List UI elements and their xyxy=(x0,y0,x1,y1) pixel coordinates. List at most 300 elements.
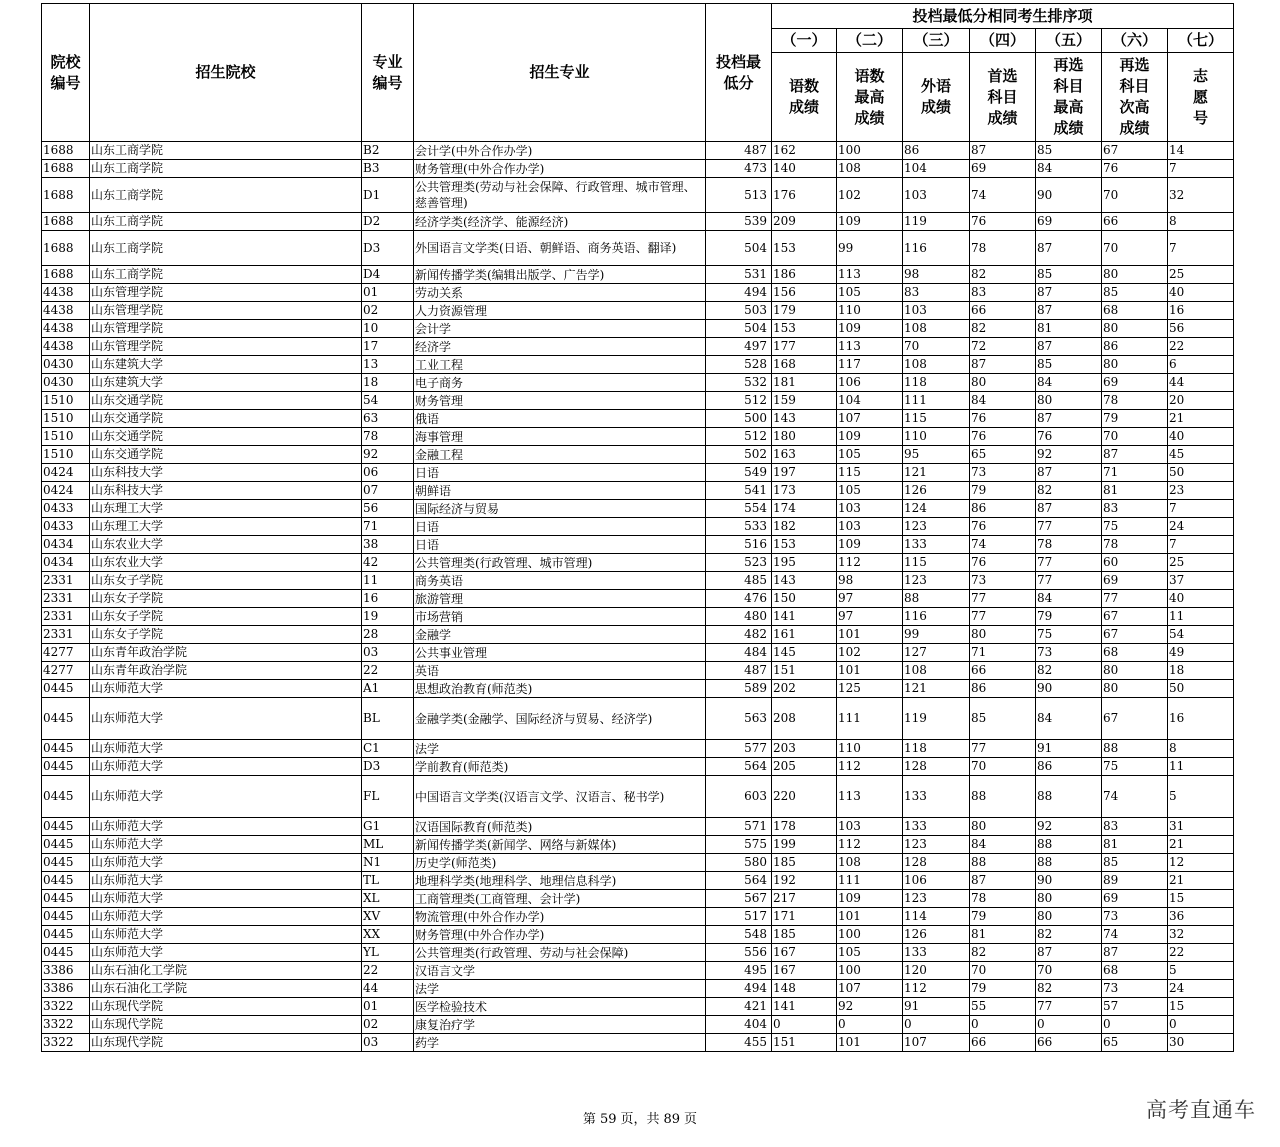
cell-reselect-max-score: 87 xyxy=(1036,231,1102,266)
cell-preference-number: 5 xyxy=(1168,962,1234,980)
cell-school-name: 山东师范大学 xyxy=(90,836,362,854)
cell-major-name: 公共管理类(行政管理、城市管理) xyxy=(414,554,706,572)
cell-chinese-math-score: 186 xyxy=(772,266,837,284)
cell-preference-number: 30 xyxy=(1168,1034,1234,1052)
cell-foreign-language-score: 120 xyxy=(903,962,970,980)
cell-foreign-language-score: 123 xyxy=(903,836,970,854)
cell-school-code: 4438 xyxy=(42,302,90,320)
cell-school-name: 山东师范大学 xyxy=(90,926,362,944)
cell-preference-number: 50 xyxy=(1168,680,1234,698)
cell-chinese-math-max-score: 103 xyxy=(837,518,903,536)
cell-foreign-language-score: 118 xyxy=(903,374,970,392)
cell-chinese-math-score: 0 xyxy=(772,1016,837,1034)
tiebreak-item: 语数 最高 成绩 xyxy=(837,53,903,142)
cell-reselect-max-score: 84 xyxy=(1036,374,1102,392)
tiebreak-item: 语数 成绩 xyxy=(772,53,837,142)
cell-min-score: 580 xyxy=(706,854,772,872)
cell-school-code: 1510 xyxy=(42,446,90,464)
cell-reselect-second-score: 85 xyxy=(1102,854,1168,872)
cell-major-code: B3 xyxy=(362,160,414,178)
cell-chinese-math-max-score: 101 xyxy=(837,662,903,680)
table-row xyxy=(42,1034,1234,1052)
cell-major-code: 71 xyxy=(362,518,414,536)
cell-school-code: 1688 xyxy=(42,142,90,160)
cell-reselect-second-score: 81 xyxy=(1102,482,1168,500)
cell-first-subject-score: 78 xyxy=(970,231,1036,266)
watermark-brand: 高考直通车 xyxy=(1146,1098,1256,1122)
cell-school-code: 3322 xyxy=(42,1034,90,1052)
cell-school-name: 山东师范大学 xyxy=(90,758,362,776)
cell-reselect-second-score: 89 xyxy=(1102,872,1168,890)
table-row xyxy=(42,338,1234,356)
cell-reselect-second-score: 85 xyxy=(1102,284,1168,302)
cell-major-name: 经济学 xyxy=(414,338,706,356)
cell-foreign-language-score: 112 xyxy=(903,980,970,998)
cell-major-name: 财务管理 xyxy=(414,392,706,410)
cell-chinese-math-score: 141 xyxy=(772,608,837,626)
cell-min-score: 473 xyxy=(706,160,772,178)
cell-chinese-math-score: 203 xyxy=(772,740,837,758)
cell-major-name: 外国语言文学类(日语、朝鲜语、商务英语、翻译) xyxy=(414,231,706,266)
cell-reselect-second-score: 80 xyxy=(1102,356,1168,374)
cell-major-code: ML xyxy=(362,836,414,854)
cell-foreign-language-score: 128 xyxy=(903,758,970,776)
cell-chinese-math-max-score: 101 xyxy=(837,626,903,644)
cell-major-name: 汉语国际教育(师范类) xyxy=(414,818,706,836)
cell-foreign-language-score: 119 xyxy=(903,213,970,231)
cell-major-name: 地理科学类(地理科学、地理信息科学) xyxy=(414,872,706,890)
cell-reselect-max-score: 76 xyxy=(1036,428,1102,446)
cell-preference-number: 8 xyxy=(1168,213,1234,231)
cell-foreign-language-score: 126 xyxy=(903,482,970,500)
cell-foreign-language-score: 128 xyxy=(903,854,970,872)
cell-chinese-math-score: 153 xyxy=(772,320,837,338)
cell-chinese-math-score: 145 xyxy=(772,644,837,662)
tiebreak-number: （七） xyxy=(1168,29,1234,53)
cell-school-code: 0445 xyxy=(42,758,90,776)
table-row xyxy=(42,926,1234,944)
cell-reselect-second-score: 65 xyxy=(1102,1034,1168,1052)
cell-foreign-language-score: 98 xyxy=(903,266,970,284)
cell-chinese-math-score: 148 xyxy=(772,980,837,998)
table-row xyxy=(42,836,1234,854)
page-footer xyxy=(0,1108,1280,1127)
cell-chinese-math-score: 199 xyxy=(772,836,837,854)
cell-foreign-language-score: 123 xyxy=(903,518,970,536)
cell-reselect-second-score: 78 xyxy=(1102,392,1168,410)
cell-min-score: 504 xyxy=(706,320,772,338)
cell-school-name: 山东师范大学 xyxy=(90,854,362,872)
cell-reselect-second-score: 70 xyxy=(1102,231,1168,266)
cell-reselect-second-score: 76 xyxy=(1102,160,1168,178)
cell-min-score: 603 xyxy=(706,776,772,818)
cell-major-code: 42 xyxy=(362,554,414,572)
cell-first-subject-score: 76 xyxy=(970,213,1036,231)
cell-preference-number: 32 xyxy=(1168,178,1234,213)
cell-reselect-max-score: 87 xyxy=(1036,410,1102,428)
cell-chinese-math-score: 205 xyxy=(772,758,837,776)
cell-first-subject-score: 77 xyxy=(970,608,1036,626)
cell-chinese-math-score: 163 xyxy=(772,446,837,464)
cell-reselect-second-score: 78 xyxy=(1102,536,1168,554)
cell-major-name: 物流管理(中外合作办学) xyxy=(414,908,706,926)
cell-major-name: 电子商务 xyxy=(414,374,706,392)
table-row xyxy=(42,500,1234,518)
cell-preference-number: 11 xyxy=(1168,758,1234,776)
cell-major-name: 金融工程 xyxy=(414,446,706,464)
cell-first-subject-score: 76 xyxy=(970,428,1036,446)
table-row xyxy=(42,776,1234,818)
cell-foreign-language-score: 86 xyxy=(903,142,970,160)
cell-chinese-math-max-score: 110 xyxy=(837,302,903,320)
cell-school-code: 0445 xyxy=(42,818,90,836)
cell-preference-number: 24 xyxy=(1168,518,1234,536)
cell-major-name: 工商管理类(工商管理、会计学) xyxy=(414,890,706,908)
cell-reselect-second-score: 73 xyxy=(1102,980,1168,998)
cell-school-name: 山东科技大学 xyxy=(90,482,362,500)
cell-preference-number: 0 xyxy=(1168,1016,1234,1034)
cell-major-code: 11 xyxy=(362,572,414,590)
cell-reselect-second-score: 73 xyxy=(1102,908,1168,926)
cell-chinese-math-max-score: 111 xyxy=(837,698,903,740)
cell-preference-number: 23 xyxy=(1168,482,1234,500)
cell-reselect-max-score: 69 xyxy=(1036,213,1102,231)
cell-min-score: 517 xyxy=(706,908,772,926)
cell-min-score: 589 xyxy=(706,680,772,698)
cell-chinese-math-max-score: 92 xyxy=(837,998,903,1016)
cell-school-name: 山东工商学院 xyxy=(90,266,362,284)
cell-first-subject-score: 83 xyxy=(970,284,1036,302)
tiebreak-item: 志 愿 号 xyxy=(1168,53,1234,142)
cell-chinese-math-score: 185 xyxy=(772,926,837,944)
cell-chinese-math-max-score: 106 xyxy=(837,374,903,392)
cell-reselect-max-score: 82 xyxy=(1036,980,1102,998)
cell-major-name: 朝鲜语 xyxy=(414,482,706,500)
tiebreak-number: （五） xyxy=(1036,29,1102,53)
cell-first-subject-score: 69 xyxy=(970,160,1036,178)
cell-first-subject-score: 72 xyxy=(970,338,1036,356)
admission-table xyxy=(41,3,1234,1052)
cell-preference-number: 6 xyxy=(1168,356,1234,374)
table-row xyxy=(42,740,1234,758)
cell-min-score: 500 xyxy=(706,410,772,428)
page-total: 89 xyxy=(663,1112,681,1127)
table-row xyxy=(42,374,1234,392)
cell-school-name: 山东工商学院 xyxy=(90,142,362,160)
cell-chinese-math-score: 217 xyxy=(772,890,837,908)
tiebreak-number: （二） xyxy=(837,29,903,53)
cell-chinese-math-max-score: 115 xyxy=(837,464,903,482)
table-row xyxy=(42,980,1234,998)
header-school-name: 招生院校 xyxy=(90,4,362,142)
cell-chinese-math-max-score: 112 xyxy=(837,758,903,776)
cell-reselect-max-score: 88 xyxy=(1036,854,1102,872)
cell-major-code: 06 xyxy=(362,464,414,482)
table-row xyxy=(42,998,1234,1016)
cell-foreign-language-score: 133 xyxy=(903,536,970,554)
cell-school-name: 山东管理学院 xyxy=(90,284,362,302)
cell-school-code: 0445 xyxy=(42,698,90,740)
cell-school-name: 山东师范大学 xyxy=(90,680,362,698)
cell-foreign-language-score: 99 xyxy=(903,626,970,644)
cell-foreign-language-score: 121 xyxy=(903,464,970,482)
cell-preference-number: 15 xyxy=(1168,890,1234,908)
cell-foreign-language-score: 70 xyxy=(903,338,970,356)
cell-major-code: 19 xyxy=(362,608,414,626)
cell-min-score: 485 xyxy=(706,572,772,590)
cell-major-name: 法学 xyxy=(414,980,706,998)
cell-preference-number: 40 xyxy=(1168,590,1234,608)
cell-reselect-second-score: 67 xyxy=(1102,698,1168,740)
cell-school-name: 山东师范大学 xyxy=(90,944,362,962)
cell-reselect-second-score: 60 xyxy=(1102,554,1168,572)
table-row xyxy=(42,908,1234,926)
cell-major-name: 汉语言文学 xyxy=(414,962,706,980)
cell-major-name: 旅游管理 xyxy=(414,590,706,608)
cell-school-code: 0445 xyxy=(42,740,90,758)
cell-chinese-math-max-score: 100 xyxy=(837,142,903,160)
cell-foreign-language-score: 114 xyxy=(903,908,970,926)
cell-chinese-math-max-score: 105 xyxy=(837,284,903,302)
cell-reselect-second-score: 80 xyxy=(1102,662,1168,680)
cell-foreign-language-score: 106 xyxy=(903,872,970,890)
cell-foreign-language-score: 104 xyxy=(903,160,970,178)
cell-school-code: 0434 xyxy=(42,554,90,572)
cell-reselect-max-score: 75 xyxy=(1036,626,1102,644)
cell-major-code: D1 xyxy=(362,178,414,213)
cell-major-name: 金融学 xyxy=(414,626,706,644)
cell-school-name: 山东管理学院 xyxy=(90,338,362,356)
cell-major-code: 02 xyxy=(362,302,414,320)
cell-major-code: YL xyxy=(362,944,414,962)
cell-reselect-max-score: 86 xyxy=(1036,758,1102,776)
cell-major-name: 商务英语 xyxy=(414,572,706,590)
cell-school-code: 0433 xyxy=(42,518,90,536)
table-row xyxy=(42,854,1234,872)
cell-major-name: 新闻传播学类(新闻学、网络与新媒体) xyxy=(414,836,706,854)
cell-major-code: 02 xyxy=(362,1016,414,1034)
cell-preference-number: 11 xyxy=(1168,608,1234,626)
cell-major-name: 药学 xyxy=(414,1034,706,1052)
cell-preference-number: 16 xyxy=(1168,302,1234,320)
cell-reselect-second-score: 74 xyxy=(1102,926,1168,944)
cell-chinese-math-max-score: 110 xyxy=(837,740,903,758)
cell-foreign-language-score: 103 xyxy=(903,302,970,320)
cell-preference-number: 12 xyxy=(1168,854,1234,872)
cell-school-code: 0433 xyxy=(42,500,90,518)
cell-major-code: N1 xyxy=(362,854,414,872)
cell-preference-number: 8 xyxy=(1168,740,1234,758)
tiebreak-number: （四） xyxy=(970,29,1036,53)
cell-preference-number: 54 xyxy=(1168,626,1234,644)
cell-first-subject-score: 70 xyxy=(970,962,1036,980)
cell-first-subject-score: 76 xyxy=(970,410,1036,428)
cell-major-code: 28 xyxy=(362,626,414,644)
cell-school-code: 0430 xyxy=(42,356,90,374)
cell-min-score: 528 xyxy=(706,356,772,374)
cell-min-score: 563 xyxy=(706,698,772,740)
cell-school-name: 山东建筑大学 xyxy=(90,374,362,392)
cell-chinese-math-score: 168 xyxy=(772,356,837,374)
cell-major-name: 公共事业管理 xyxy=(414,644,706,662)
cell-major-code: TL xyxy=(362,872,414,890)
cell-preference-number: 40 xyxy=(1168,284,1234,302)
table-row xyxy=(42,392,1234,410)
cell-min-score: 539 xyxy=(706,213,772,231)
cell-chinese-math-score: 195 xyxy=(772,554,837,572)
cell-min-score: 512 xyxy=(706,428,772,446)
cell-reselect-max-score: 79 xyxy=(1036,608,1102,626)
cell-reselect-second-score: 0 xyxy=(1102,1016,1168,1034)
cell-major-name: 日语 xyxy=(414,536,706,554)
cell-first-subject-score: 74 xyxy=(970,536,1036,554)
table-row xyxy=(42,536,1234,554)
cell-first-subject-score: 88 xyxy=(970,854,1036,872)
table-row xyxy=(42,644,1234,662)
table-row xyxy=(42,962,1234,980)
cell-reselect-max-score: 90 xyxy=(1036,872,1102,890)
cell-foreign-language-score: 88 xyxy=(903,590,970,608)
cell-min-score: 577 xyxy=(706,740,772,758)
cell-chinese-math-score: 143 xyxy=(772,410,837,428)
cell-first-subject-score: 81 xyxy=(970,926,1036,944)
tiebreak-item: 外语 成绩 xyxy=(903,53,970,142)
cell-reselect-second-score: 80 xyxy=(1102,680,1168,698)
cell-chinese-math-score: 197 xyxy=(772,464,837,482)
cell-reselect-second-score: 83 xyxy=(1102,500,1168,518)
cell-first-subject-score: 65 xyxy=(970,446,1036,464)
tiebreak-item: 再选 科目 次高 成绩 xyxy=(1102,53,1168,142)
cell-chinese-math-max-score: 109 xyxy=(837,428,903,446)
cell-reselect-max-score: 87 xyxy=(1036,464,1102,482)
cell-preference-number: 37 xyxy=(1168,572,1234,590)
cell-reselect-max-score: 84 xyxy=(1036,160,1102,178)
cell-major-name: 市场营销 xyxy=(414,608,706,626)
cell-reselect-second-score: 80 xyxy=(1102,266,1168,284)
header-major-name: 招生专业 xyxy=(414,4,706,142)
cell-major-code: XL xyxy=(362,890,414,908)
cell-school-name: 山东建筑大学 xyxy=(90,356,362,374)
cell-preference-number: 36 xyxy=(1168,908,1234,926)
cell-foreign-language-score: 133 xyxy=(903,818,970,836)
cell-chinese-math-max-score: 108 xyxy=(837,160,903,178)
cell-major-name: 劳动关系 xyxy=(414,284,706,302)
cell-foreign-language-score: 95 xyxy=(903,446,970,464)
cell-school-code: 3386 xyxy=(42,962,90,980)
cell-school-name: 山东工商学院 xyxy=(90,160,362,178)
cell-major-name: 工业工程 xyxy=(414,356,706,374)
cell-major-name: 日语 xyxy=(414,518,706,536)
cell-major-name: 海事管理 xyxy=(414,428,706,446)
cell-school-name: 山东农业大学 xyxy=(90,554,362,572)
cell-reselect-max-score: 82 xyxy=(1036,482,1102,500)
table-row xyxy=(42,818,1234,836)
header-school-code: 院校编号 xyxy=(42,4,90,142)
cell-chinese-math-score: 220 xyxy=(772,776,837,818)
table-row xyxy=(42,356,1234,374)
table-row xyxy=(42,608,1234,626)
cell-major-name: 法学 xyxy=(414,740,706,758)
cell-min-score: 455 xyxy=(706,1034,772,1052)
cell-first-subject-score: 87 xyxy=(970,872,1036,890)
cell-preference-number: 31 xyxy=(1168,818,1234,836)
cell-min-score: 494 xyxy=(706,980,772,998)
cell-preference-number: 50 xyxy=(1168,464,1234,482)
cell-school-name: 山东女子学院 xyxy=(90,626,362,644)
cell-reselect-max-score: 91 xyxy=(1036,740,1102,758)
cell-reselect-second-score: 70 xyxy=(1102,178,1168,213)
cell-major-name: 财务管理(中外合作办学) xyxy=(414,926,706,944)
cell-reselect-second-score: 67 xyxy=(1102,626,1168,644)
cell-major-code: 10 xyxy=(362,320,414,338)
cell-school-name: 山东现代学院 xyxy=(90,998,362,1016)
cell-chinese-math-max-score: 111 xyxy=(837,872,903,890)
cell-major-code: 03 xyxy=(362,644,414,662)
cell-chinese-math-score: 176 xyxy=(772,178,837,213)
cell-reselect-max-score: 88 xyxy=(1036,836,1102,854)
cell-reselect-second-score: 75 xyxy=(1102,758,1168,776)
cell-min-score: 548 xyxy=(706,926,772,944)
page-mid: 页，共 xyxy=(620,1112,660,1127)
cell-chinese-math-max-score: 112 xyxy=(837,836,903,854)
cell-preference-number: 7 xyxy=(1168,231,1234,266)
cell-chinese-math-max-score: 105 xyxy=(837,446,903,464)
cell-preference-number: 5 xyxy=(1168,776,1234,818)
cell-chinese-math-max-score: 100 xyxy=(837,926,903,944)
cell-school-name: 山东管理学院 xyxy=(90,302,362,320)
cell-chinese-math-max-score: 102 xyxy=(837,644,903,662)
table-row xyxy=(42,554,1234,572)
table-row xyxy=(42,213,1234,231)
cell-school-name: 山东交通学院 xyxy=(90,446,362,464)
cell-reselect-max-score: 92 xyxy=(1036,818,1102,836)
cell-major-name: 国际经济与贸易 xyxy=(414,500,706,518)
cell-preference-number: 45 xyxy=(1168,446,1234,464)
cell-chinese-math-max-score: 107 xyxy=(837,980,903,998)
cell-major-code: D2 xyxy=(362,213,414,231)
cell-preference-number: 7 xyxy=(1168,160,1234,178)
cell-first-subject-score: 78 xyxy=(970,890,1036,908)
cell-school-code: 0445 xyxy=(42,890,90,908)
cell-chinese-math-max-score: 100 xyxy=(837,962,903,980)
page-suffix: 页 xyxy=(684,1112,698,1127)
cell-foreign-language-score: 127 xyxy=(903,644,970,662)
cell-preference-number: 24 xyxy=(1168,980,1234,998)
cell-school-code: 4438 xyxy=(42,320,90,338)
cell-reselect-second-score: 83 xyxy=(1102,818,1168,836)
cell-reselect-second-score: 69 xyxy=(1102,374,1168,392)
cell-school-code: 3386 xyxy=(42,980,90,998)
cell-chinese-math-max-score: 108 xyxy=(837,854,903,872)
cell-major-code: 01 xyxy=(362,998,414,1016)
cell-min-score: 502 xyxy=(706,446,772,464)
cell-major-code: A1 xyxy=(362,680,414,698)
cell-foreign-language-score: 123 xyxy=(903,572,970,590)
cell-reselect-second-score: 79 xyxy=(1102,410,1168,428)
tiebreak-item: 首选 科目 成绩 xyxy=(970,53,1036,142)
cell-first-subject-score: 77 xyxy=(970,740,1036,758)
cell-min-score: 404 xyxy=(706,1016,772,1034)
cell-major-name: 医学检验技术 xyxy=(414,998,706,1016)
cell-reselect-max-score: 80 xyxy=(1036,890,1102,908)
cell-preference-number: 20 xyxy=(1168,392,1234,410)
cell-school-name: 山东师范大学 xyxy=(90,890,362,908)
table-row xyxy=(42,160,1234,178)
cell-school-name: 山东师范大学 xyxy=(90,740,362,758)
cell-foreign-language-score: 103 xyxy=(903,178,970,213)
cell-school-code: 0424 xyxy=(42,482,90,500)
cell-reselect-max-score: 82 xyxy=(1036,926,1102,944)
